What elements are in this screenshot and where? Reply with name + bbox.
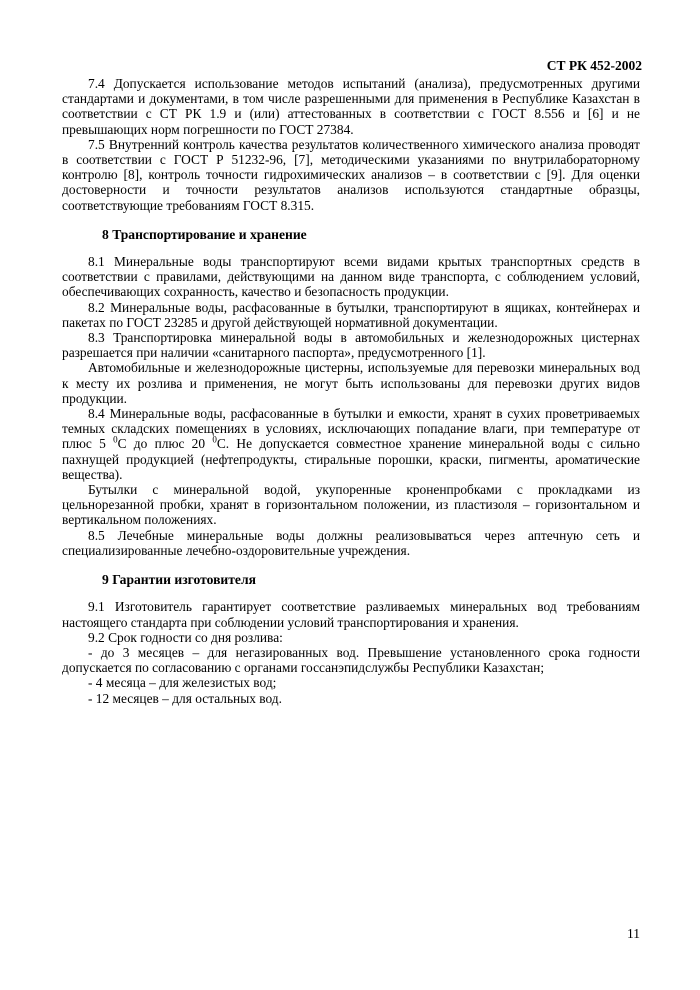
- section-8-heading: 8 Транспортирование и хранение: [102, 226, 307, 242]
- paragraph-9-1: 9.1 Изготовитель гарантирует соответствие разливаемых минеральных вод требованиям настоящего стандарта при соблюдении условий транспортирования и хранения.: [62, 599, 640, 630]
- paragraph-8-4-bottles: Бутылки с минеральной водой, укупоренные кроненпробками с прокладками из цельнорезанной пробки, хранят в горизонтальном положении, из пластизоля – горизонтальном и вертикальном положениях.: [62, 482, 640, 528]
- document-code: СТ РК 452-2002: [546, 58, 642, 73]
- list-item: - 12 месяцев – для остальных вод.: [88, 690, 282, 706]
- paragraph-8-4-text-3: С. Не допускается совместное хранение минеральной воды с сильно пахнущей продукцией (нефтепродукты, стиральные порошки, краски, пигменты, ароматические вещества).: [62, 436, 641, 482]
- degree-superscript: 0: [212, 435, 217, 445]
- paragraph-8-3: 8.3 Транспортировка минеральной воды в автомобильных и железнодорожных цистернах разрешается при наличии «санитарного паспорта», предусмотренного [1].: [62, 330, 640, 361]
- page-content: [62, 76, 640, 706]
- paragraph-8-1: 8.1 Минеральные воды транспортируют всеми видами крытых транспортных средств в соответствии с правилами, действующими на данном виде транспорта, с соблюдением условий, обеспечивающих сохранность, качество и безопасность продукции.: [62, 254, 640, 300]
- paragraph-8-5: 8.5 Лечебные минеральные воды должны реализовываться через аптечную сеть и специализированные лечебно-оздоровительные учреждения.: [62, 527, 640, 558]
- paragraph-8-4-text-1: 8.4 Минеральные воды, расфасованные в бутылки и емкости, хранят в сухих проветриваемых темных складских помещениях в условиях, исключающих попадание влаги, при температуре от плюс 5: [62, 406, 640, 452]
- paragraph-9-2: 9.2 Срок годности со дня розлива:: [88, 629, 283, 645]
- degree-superscript: 0: [113, 435, 118, 445]
- paragraph-8-4-text-2: С до плюс 20: [117, 436, 213, 452]
- page-number: 11: [627, 926, 640, 941]
- paragraph-8-2: 8.2 Минеральные воды, расфасованные в бутылки, транспортируют в ящиках, контейнерах и пакетах по ГОСТ 23285 и другой действующей нормативной документации.: [62, 299, 640, 330]
- list-item: - до 3 месяцев – для негазированных вод. Превышение установленного срока годности допускается по согласованию с органами госсанэпидслужбы Республики Казахстан;: [62, 644, 640, 676]
- paragraph-7-5: 7.5 Внутренний контроль качества результатов количественного химического анализа проводят в соответствии с ГОСТ Р 51232-96, [7], методическими указаниями по внутрилабораторному контролю [8], контроль точности гидрохимических анализов – в соответствии с [9]. Для оценки достоверности и точности результатов анализов используются стандартные образцы, соответствующие требованиям ГОСТ 8.315.: [62, 136, 640, 213]
- paragraph-7-4: 7.4 Допускается использование методов испытаний (анализа), предусмотренных другими стандартами и документами, в том числе разрешенными для применения в Республике Казахстан в соответствии с СТ РК 1.9 и (или) аттестованных в соответствии с ГОСТ 8.556 и [6] и не превышающих норм погрешности по ГОСТ 27384.: [62, 76, 640, 137]
- section-9-heading: 9 Гарантии изготовителя: [102, 572, 256, 588]
- list-item: - 4 месяца – для железистых вод;: [88, 675, 277, 691]
- paragraph-8-4: [62, 406, 640, 482]
- paragraph-8-3-tanks: Автомобильные и железнодорожные цистерны, используемые для перевозки минеральных вод к месту их розлива и применения, не могут быть использованы для перевозки других видов продукции.: [62, 360, 640, 406]
